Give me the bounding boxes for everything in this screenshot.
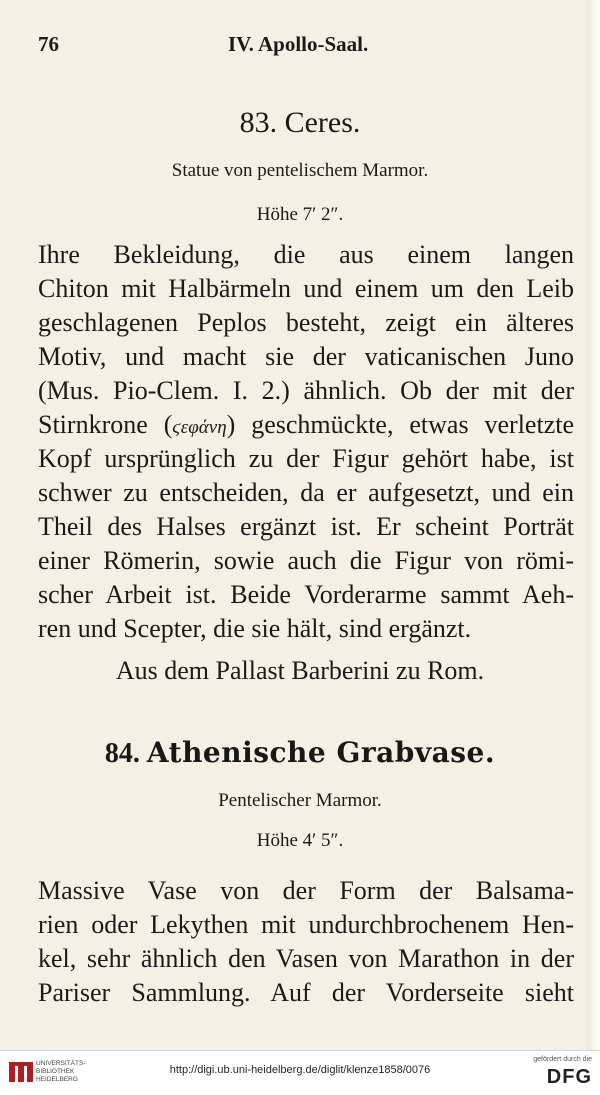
body-line: einer Römerin, sowie auch die Figur von römi- xyxy=(38,546,574,575)
body-line: scher Arbeit ist. Beide Vorderarme sammt Aeh- xyxy=(38,580,574,609)
material-84: Pentelischer Marmor. xyxy=(218,790,382,811)
body-line: Kopf ursprünglich zu der Figur gehört habe, ist xyxy=(38,444,574,473)
running-head xyxy=(38,32,562,62)
body-line: Pariser Sammlung. Auf der Vorderseite sieht xyxy=(38,978,574,1007)
greek-word: ϛεφάνη xyxy=(172,417,227,438)
library-name: UNIVERSITÄTS- BIBLIOTHEK HEIDELBERG xyxy=(36,1060,86,1083)
body-line: Theil des Halses ergänzt ist. Er scheint Porträt xyxy=(38,512,574,541)
funding-note: gefördert durch die xyxy=(533,1056,592,1063)
body-line: kel, sehr ähnlich den Vasen von Marathon in der xyxy=(38,944,574,973)
provenance-83: Aus dem Pallast Barberini zu Rom. xyxy=(115,656,485,685)
body-line: Chiton mit Halbärmeln und einem um den Leib xyxy=(38,274,574,303)
material-83: Statue von pentelischem Marmor. xyxy=(171,160,429,181)
heading-84 xyxy=(0,736,600,770)
page-url-link[interactable]: http://digi.ub.uni-heidelberg.de/diglit/klenze1858/0076 xyxy=(169,1064,431,1076)
body-line: geschlagenen Peplos besteht, zeigt ein älteres xyxy=(38,308,574,337)
body-line: rien oder Lekythen mit undurchbrochenem Hen- xyxy=(38,910,574,939)
running-title: IV. Apollo-Saal. xyxy=(228,32,369,56)
viewer-footer xyxy=(0,1050,600,1095)
stirn-after: ) geschmückte, etwas verletzte xyxy=(226,410,574,439)
page-number: 76 xyxy=(38,32,59,56)
page-edge xyxy=(586,0,600,1050)
entry-number: 84. xyxy=(104,738,140,769)
body-line: Motiv, und macht sie der vaticanischen Juno xyxy=(38,342,574,371)
heading-83 xyxy=(0,106,600,140)
height-83: Höhe 7′ 2″. xyxy=(256,204,344,225)
body-line: schwer zu entscheiden, da er aufgesetzt, und ein xyxy=(38,478,574,507)
entry-number: 83. xyxy=(239,106,278,139)
library-logo-icon xyxy=(8,1059,34,1085)
body-line: Massive Vase von der Form der Balsama- xyxy=(38,876,574,905)
body-line: Ihre Bekleidung, die aus einem langen xyxy=(38,240,574,269)
body-line: ren und Scepter, die sie hält, sind ergänzt. xyxy=(38,614,472,643)
body-line: (Mus. Pio-Clem. I. 2.) ähnlich. Ob der mit der xyxy=(38,376,574,405)
entry-title: Ceres. xyxy=(284,106,361,139)
entry-title: Athenische Grabvase. xyxy=(146,736,496,769)
dfg-logo: DFG xyxy=(546,1066,592,1088)
stirn-before: Stirnkrone ( xyxy=(38,410,173,439)
body-line-stirnkrone xyxy=(38,408,574,442)
height-84: Höhe 4′ 5″. xyxy=(256,830,344,851)
